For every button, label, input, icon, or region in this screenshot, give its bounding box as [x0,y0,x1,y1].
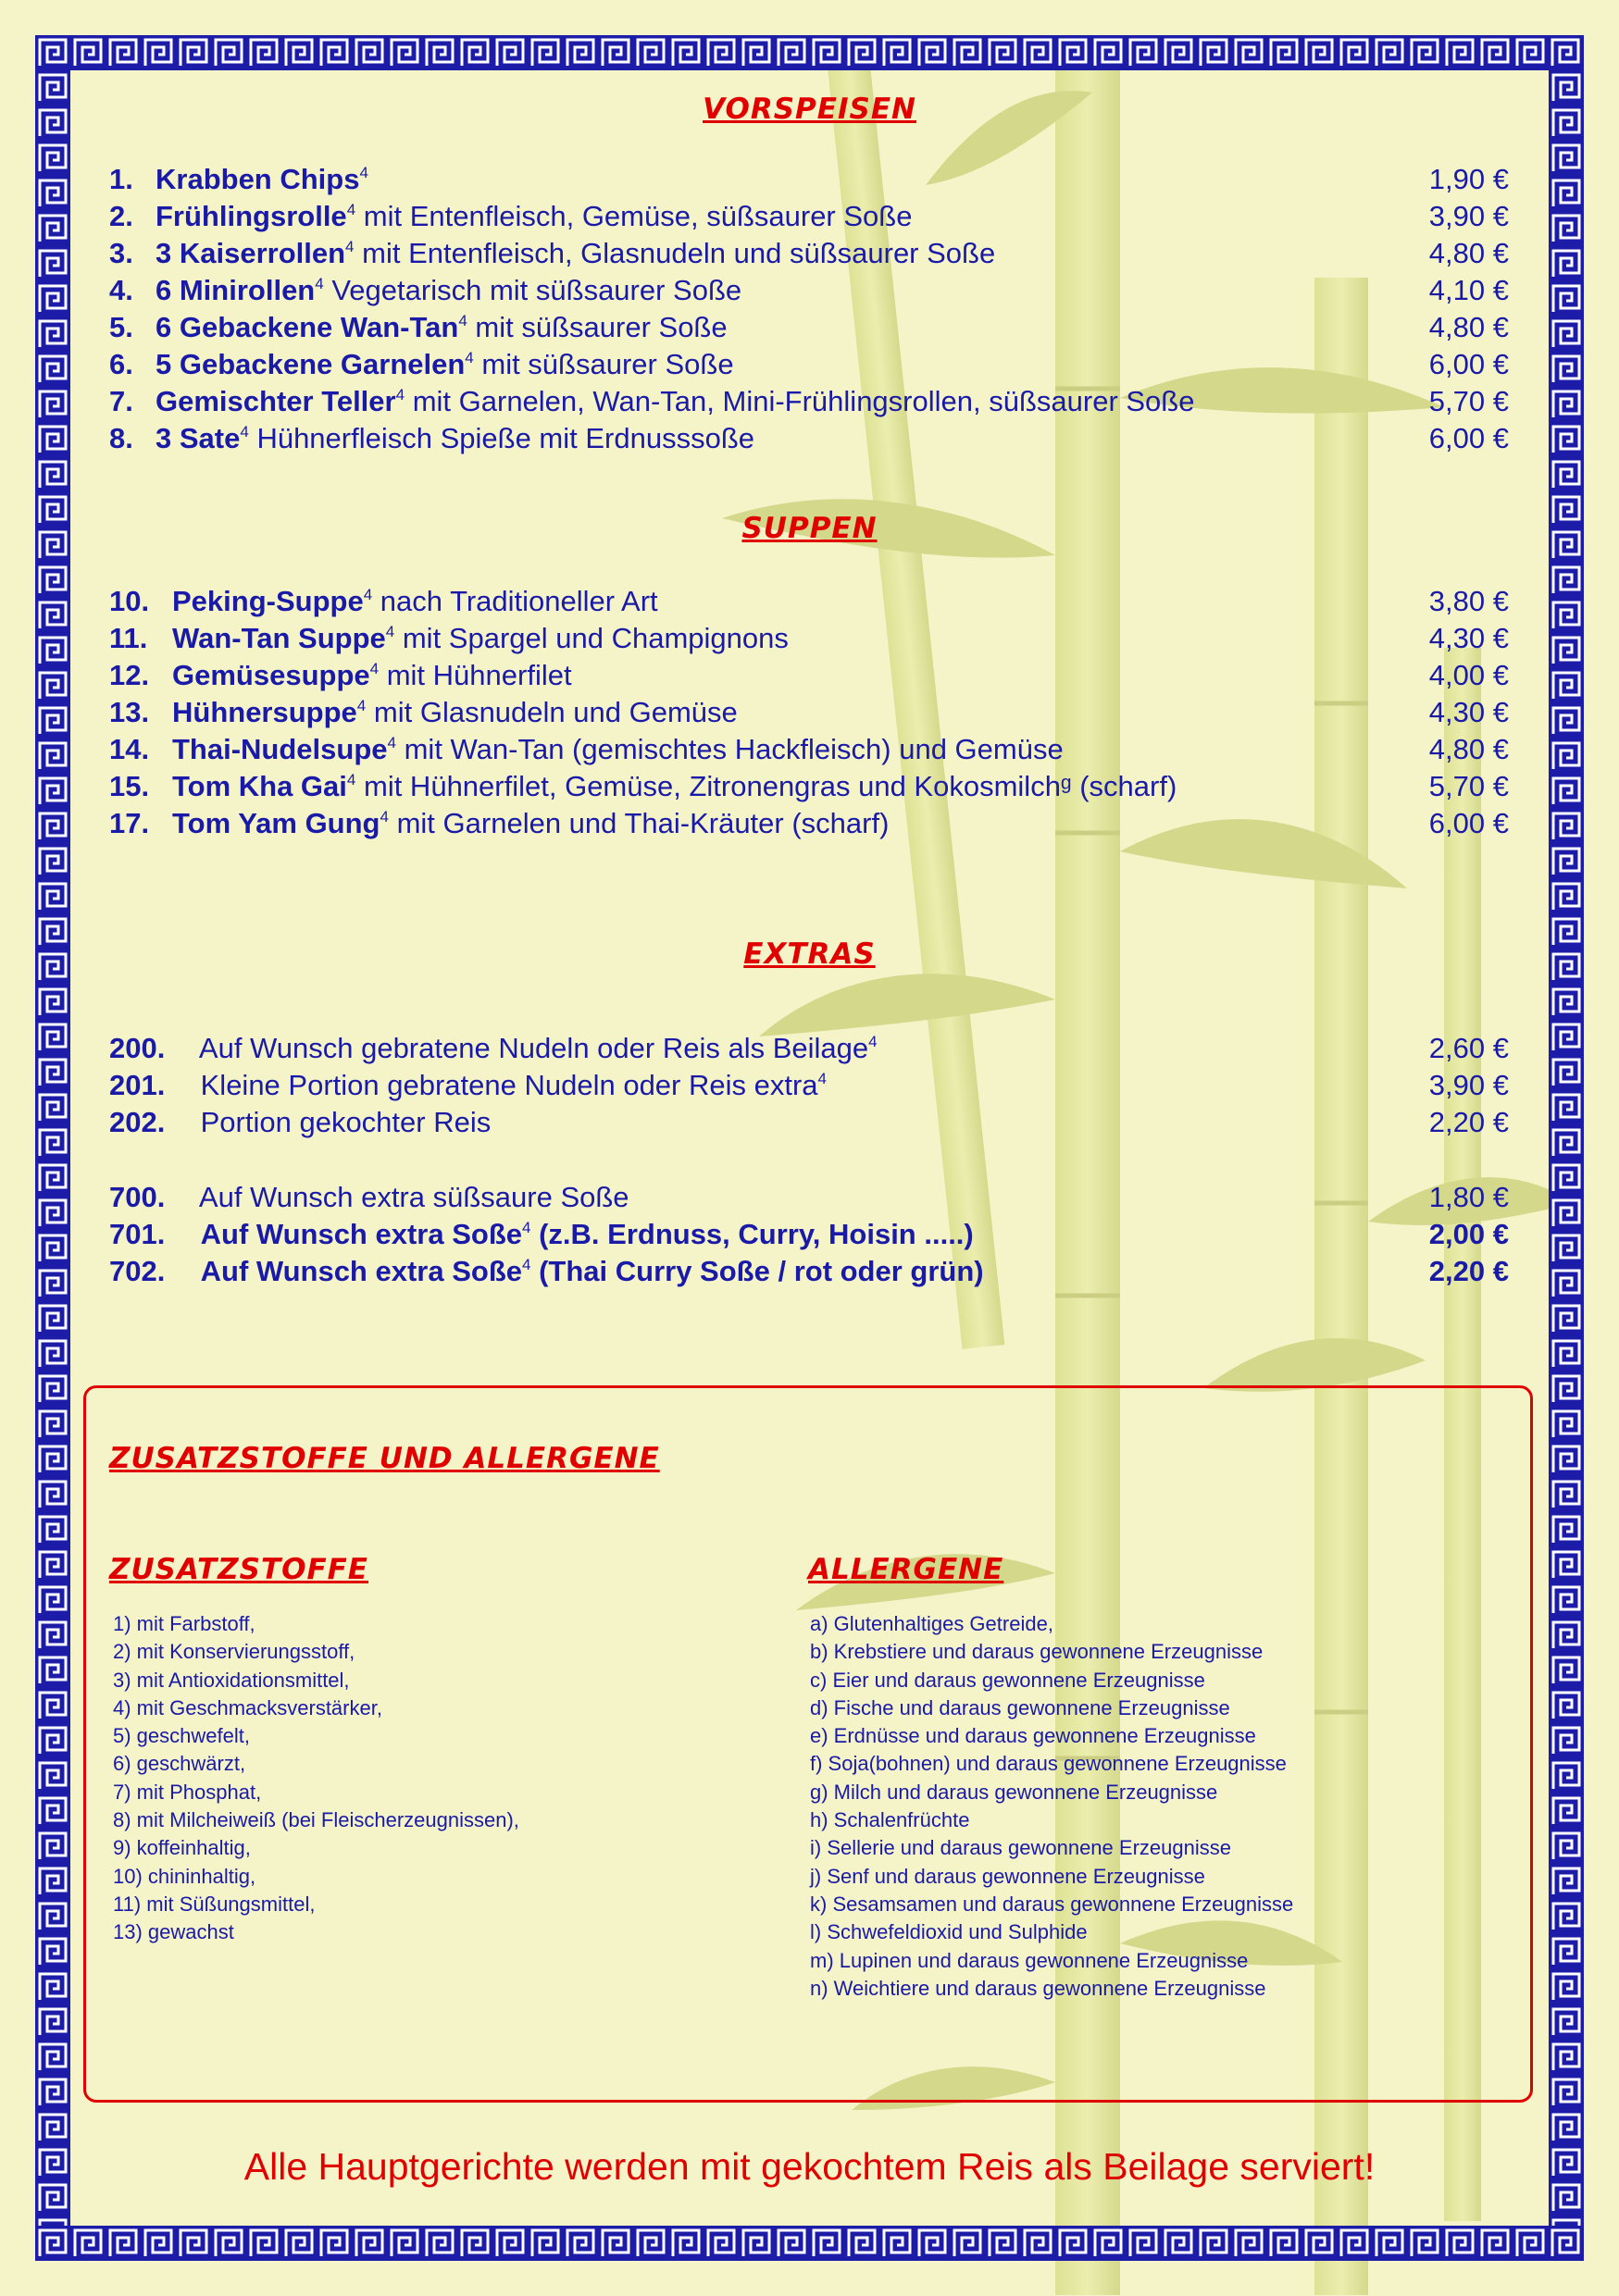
zusatzstoffe-title: ZUSATZSTOFFE [109,1553,368,1586]
menu-item [109,1104,1509,1141]
list-item: k) Sesamsamen und daraus gewonnene Erzeugnisse [810,1892,1294,1916]
list-item: 13) gewachst [113,1920,234,1944]
border-right [1549,70,1584,2226]
list-item: 10) chininhaltig, [113,1864,256,1888]
menu-item [109,768,1509,805]
item-number: 2. [109,200,133,232]
list-item: g) Milch und daraus gewonnene Erzeugnisse [810,1780,1218,1804]
item-number: 200. [109,1032,166,1064]
menu-item [109,1030,1509,1067]
list-item: 11) mit Süßungsmittel, [113,1892,316,1916]
item-description: Auf Wunsch gebratene Nudeln oder Reis als Beilage [198,1032,869,1064]
item-price: 1,90 € [1428,163,1509,195]
item-price: 5,70 € [1428,770,1509,802]
item-name: Peking-Suppe [172,585,364,617]
menu-item [109,583,1509,620]
item-description: mit Garnelen und Thai-Kräuter (scharf) [396,807,890,839]
allergen-footnote: 4 [346,201,356,218]
item-price: 2,60 € [1428,1032,1509,1064]
item-description: Auf Wunsch extra Soße [200,1255,522,1287]
item-number: 10. [109,585,150,617]
allergen-box-title: ZUSATZSTOFFE UND ALLERGENE [109,1442,660,1475]
section-title-extras: EXTRAS [743,937,876,971]
menu-item [109,1216,1509,1253]
menu-item [109,1179,1509,1216]
menu-item [109,161,1509,198]
item-number: 14. [109,733,150,765]
list-item: 8) mit Milcheiweiß (bei Fleischerzeugnissen), [113,1808,519,1832]
list-item: 9) koffeinhaltig, [113,1836,251,1860]
allergen-footnote: 4 [522,1256,531,1273]
list-item: 1) mit Farbstoff, [113,1612,255,1635]
item-description: mit süßsaurer Soße [475,311,728,343]
item-number: 700. [109,1181,166,1213]
allergen-footnote: 4 [356,697,367,714]
menu-item [109,1253,1509,1290]
item-description: mit Wan-Tan (gemischtes Hackfleisch) und Gemüse [404,733,1064,765]
item-name: Tom Yam Gung [172,807,380,839]
item-price: 4,10 € [1428,274,1509,306]
item-price: 6,00 € [1428,807,1509,839]
list-item: n) Weichtiere und daraus gewonnene Erzeugnisse [810,1976,1266,2000]
list-item: f) Soja(bohnen) und daraus gewonnene Erzeugnisse [810,1752,1287,1776]
item-description: mit Garnelen, Wan-Tan, Mini-Frühlingsrollen, süßsaurer Soße [412,385,1195,417]
menu-item [109,620,1509,657]
menu-item [109,694,1509,731]
menu-item [109,1067,1509,1104]
item-description: mit Glasnudeln und Gemüse [373,696,738,728]
menu-item [109,657,1509,694]
item-name: Tom Kha Gai [172,770,347,802]
item-description: mit Hühnerfilet, Gemüse, Zitronengras und Kokosmilchᵍ (scharf) [364,770,1177,802]
zusatzstoffe-list [113,1610,519,1947]
item-price: 5,70 € [1428,385,1509,417]
item-number: 702. [109,1255,166,1287]
item-number: 1. [109,163,133,195]
item-price: 6,00 € [1428,422,1509,454]
item-price: 3,90 € [1428,1069,1509,1101]
item-price: 6,00 € [1428,348,1509,380]
item-description: mit Entenfleisch, Glasnudeln und süßsaurer Soße [362,237,996,269]
item-price: 2,20 € [1428,1255,1509,1287]
menu-item [109,198,1509,235]
allergen-footnote: 4 [817,1070,828,1087]
allergen-footnote: 4 [380,808,389,825]
menu-item [109,383,1509,420]
item-name: Gemischter Teller [156,385,396,417]
allergen-footnote: 4 [385,623,395,640]
item-description: mit Entenfleisch, Gemüse, süßsaurer Soße [363,200,913,232]
list-item: e) Erdnüsse und daraus gewonnene Erzeugnisse [810,1724,1256,1748]
allergen-footnote: 4 [345,238,355,255]
list-item: 4) mit Geschmacksverstärker, [113,1695,382,1719]
menu-item [109,272,1509,309]
list-item: m) Lupinen und daraus gewonnene Erzeugnisse [810,1948,1249,1972]
item-description: Kleine Portion gebratene Nudeln oder Reis extra [200,1069,818,1101]
item-price: 3,90 € [1428,200,1509,232]
item-name: Frühlingsrolle [156,200,347,232]
item-number: 7. [109,385,133,417]
item-price: 3,80 € [1428,585,1509,617]
list-item: 3) mit Antioxidationsmittel, [113,1668,350,1692]
allergen-footnote: 4 [522,1219,531,1236]
item-number: 13. [109,696,150,728]
allergen-footnote: 4 [868,1033,878,1050]
item-number: 8. [109,422,133,454]
item-number: 12. [109,659,150,691]
list-item: 2) mit Konservierungsstoff, [113,1640,355,1664]
menu-item [109,731,1509,768]
list-item: c) Eier und daraus gewonnene Erzeugnisse [810,1668,1205,1692]
allergen-footnote: 4 [369,660,380,677]
item-name: 6 Minirollen [156,274,316,306]
list-item: b) Krebstiere und daraus gewonnene Erzeugnisse [810,1640,1264,1664]
item-price: 4,80 € [1428,311,1509,343]
item-name: Hühnersuppe [172,696,357,728]
allergen-footnote: 4 [465,349,474,366]
menu-item [109,309,1509,346]
border-top [35,35,1584,70]
item-number: 4. [109,274,133,306]
item-description: Auf Wunsch extra Soße [200,1218,522,1250]
item-number: 15. [109,770,150,802]
allergene-list [810,1610,1293,2003]
item-price: 2,20 € [1428,1106,1509,1138]
menu-item [109,420,1509,457]
allergen-footnote: 4 [359,164,368,181]
menu-item [109,235,1509,272]
item-name: Wan-Tan Suppe [172,622,386,654]
section-title-suppen: SUPPEN [741,512,878,545]
item-description: nach Traditioneller Art [380,585,658,617]
item-name: 6 Gebackene Wan-Tan [156,311,459,343]
list-item: j) Senf und daraus gewonnene Erzeugnisse [810,1864,1205,1888]
list-item: a) Glutenhaltiges Getreide, [810,1612,1053,1635]
list-item: i) Sellerie und daraus gewonnene Erzeugnisse [810,1836,1231,1860]
item-price: 4,30 € [1428,622,1509,654]
list-item: l) Schwefeldioxid und Sulphide [810,1920,1088,1944]
allergen-footnote: 4 [315,275,324,292]
item-price: 1,80 € [1428,1181,1509,1213]
menu-item [109,346,1509,383]
border-left [35,70,70,2226]
allergene-title: ALLERGENE [808,1553,1004,1586]
item-description: Portion gekochter Reis [200,1106,492,1138]
item-number: 202. [109,1106,166,1138]
item-number: 11. [109,622,148,654]
item-description: Auf Wunsch extra süßsaure Soße [198,1181,629,1213]
item-description: mit Spargel und Champignons [402,622,789,654]
item-number: 6. [109,348,133,380]
item-number: 5. [109,311,133,343]
allergen-footnote: 4 [240,423,249,441]
border-bottom [35,2226,1584,2261]
item-number: 3. [109,237,133,269]
allergen-footnote: 4 [395,386,405,403]
item-price: 4,80 € [1428,237,1509,269]
footer-note: Alle Hauptgerichte werden mit gekochtem Reis als Beilage serviert! [243,2145,1376,2188]
allergen-footnote: 4 [363,586,373,603]
item-number: 201. [109,1069,166,1101]
menu-item [109,805,1509,842]
allergen-footnote: 4 [346,771,356,788]
list-item: d) Fische und daraus gewonnene Erzeugnisse [810,1695,1230,1719]
item-description-extra: (Thai Curry Soße / rot oder grün) [539,1255,984,1287]
item-description: mit Hühnerfilet [386,659,572,691]
section-title-vorspeisen: VORSPEISEN [703,93,916,126]
item-number: 17. [109,807,150,839]
item-name: Krabben Chips [156,163,360,195]
list-item: h) Schalenfrüchte [810,1808,970,1832]
list-item: 5) geschwefelt, [113,1724,250,1748]
item-description: Vegetarisch mit süßsaurer Soße [331,274,742,306]
item-number: 701. [109,1218,166,1250]
item-price: 2,00 € [1428,1218,1509,1250]
item-description-extra: (z.B. Erdnuss, Curry, Hoisin .....) [539,1218,974,1250]
item-description: mit süßsaurer Soße [481,348,734,380]
item-name: Gemüsesuppe [172,659,370,691]
allergen-footnote: 4 [458,312,467,329]
item-price: 4,00 € [1428,659,1509,691]
item-description: Hühnerfleisch Spieße mit Erdnusssoße [256,422,755,454]
item-price: 4,30 € [1428,696,1509,728]
allergen-footnote: 4 [387,734,396,751]
item-name: 5 Gebackene Garnelen [156,348,466,380]
list-item: 6) geschwärzt, [113,1752,246,1776]
item-name: Thai-Nudelsupe [172,733,388,765]
item-name: 3 Sate [156,422,241,454]
item-price: 4,80 € [1428,733,1509,765]
list-item: 7) mit Phosphat, [113,1780,262,1804]
item-name: 3 Kaiserrollen [156,237,346,269]
